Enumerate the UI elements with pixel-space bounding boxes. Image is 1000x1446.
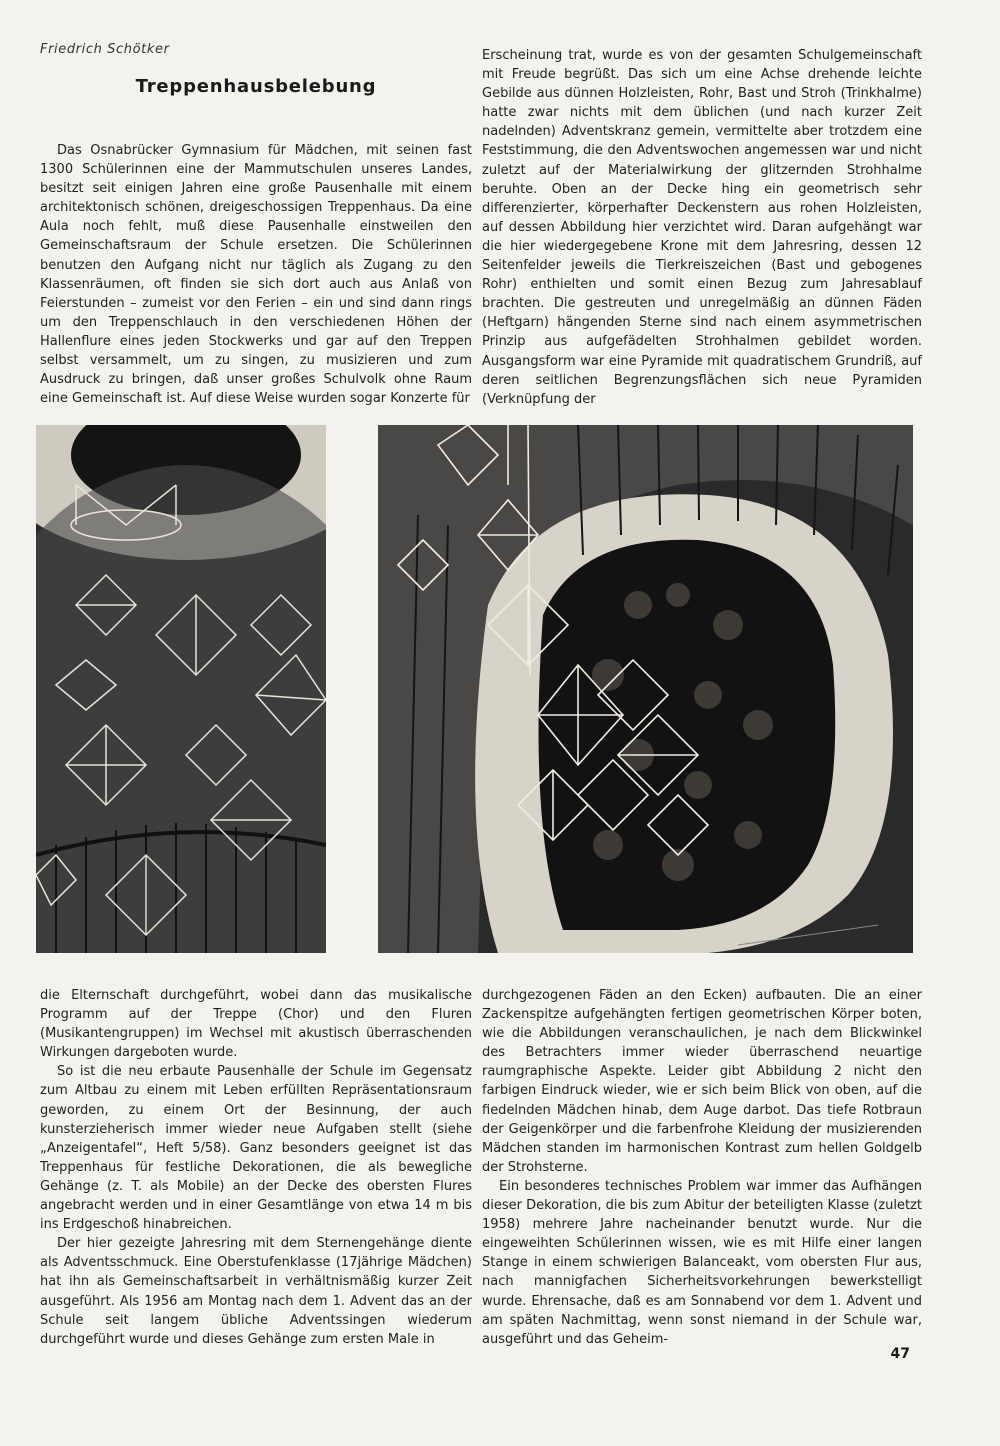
paragraph: So ist die neu erbaute Pausenhalle der Schule im Gegensatz zum Altbau zu einem mit Leben erfüllten Repräsentationsraum geworden, zu einem Ort der Besinnung, der auch kunsterzieherisch immer wieder neue Aufgaben stellt (siehe „Anzeigentafel“, Heft 5/58). Ganz besonders geeignet ist das Treppenhaus für festliche Dekorationen, die als bewegliche Gehänge (z. T. als Mobile) an der Decke des obersten Flures angebracht werden und in einer Gesamtlänge von etwa 14 m bis ins Erdgeschoß hinabreichen. (40, 1064, 472, 1233)
photo-crown-with-stars-image (36, 425, 326, 953)
photo-stairwell-view-from-above (378, 425, 913, 953)
paragraph: Ein besonderes technisches Problem war immer das Aufhängen dieser Dekoration, die bis zum Abitur der beteiligten Klasse (zuletzt 1958) mehrere Jahre nacheinander benutzt wurde. Nur die eingeweihten Schülerinnen wissen, wie es mit Hilfe einer langen Stange in einem schwierigen Balanceakt, vom obersten Flur aus, nach mannigfachen Sicherheitsvorkehrungen bewerkstelligt wurde. Ehrensache, daß es am Sonnabend vor dem 1. Advent und am späten Nachmittag, wenn sonst niemand in der Schule war, ausgeführt und das Geheim- (482, 1178, 922, 1347)
author-name: Friedrich Schötker (40, 42, 170, 57)
photo-crown-with-stars (36, 425, 326, 953)
photo-stairwell-view-from-above-image (378, 425, 913, 953)
paragraph: durchgezogenen Fäden an den Ecken) aufbauten. Die an einer Zackenspitze aufgehängten fertigen geometrischen Körper boten, wie die Abbildungen veranschaulichen, je nach dem Blickwinkel des Betrachters immer wieder überraschend neuartige raumgraphische Aspekte. Leider gibt Abbildung 2 nicht den farbigen Eindruck wieder, wie er sich beim Blick von oben, auf die fiedelnden Mädchen hinab, dem Auge darbot. Das tiefe Rotbraun der Geigenkörper und die farbenfrohe Kleidung der musizierenden Mädchen standen im harmonischen Kontrast zum hellen Goldgelb der Strohsterne. (482, 988, 922, 1175)
column-bottom-right (482, 986, 922, 1349)
column-top-left (40, 141, 472, 408)
paragraph: Das Osnabrücker Gymnasium für Mädchen, mit seinen fast 1300 Schülerinnen eine der Mammutschulen unseres Landes, besitzt seit einigen Jahren eine große Pausenhalle mit einem architektonisch schönen, dreigeschossigen Treppenhaus. Da eine Aula noch fehlt, muß diese Pausenhalle einstweilen den Gemeinschaftsraum der Schule ersetzen. Die Schülerinnen benutzen den Aufgang nicht nur täglich als Zugang zu den Klassenräumen, oft finden sie sich dort auch aus Anlaß von Feierstunden – zumeist vor den Ferien – ein und sind dann rings um den Treppenschlauch in den verschiedenen Höhen der Hallenflure eines jeden Stockwerks und gar auf den Treppen selbst versammelt, um zu singen, zu musizieren und zum Ausdruck zu bringen, daß unser großes Schulvolk ohne Raum eine Gemeinschaft ist. Auf diese Weise wurden sogar Konzerte für (40, 143, 472, 407)
paragraph: Der hier gezeigte Jahresring mit dem Sternengehänge diente als Adventsschmuck. Eine Oberstufenklasse (17jährige Mädchen) hat ihn als Gemeinschaftsarbeit in verhältnismäßig kurzer Zeit ausgeführt. Als 1956 am Montag nach dem 1. Advent das an der Schule seit langem übliche Adventssingen wiederum durchgeführt wurde und dieses Gehänge zum ersten Male in (40, 1236, 472, 1347)
paragraph: die Elternschaft durchgeführt, wobei dann das musikalische Programm auf der Treppe (Chor) und den Fluren (Musikantengruppen) im Wechsel mit akustisch überraschenden Wirkungen dargeboten wurde. (40, 988, 472, 1061)
column-top-right (482, 46, 922, 409)
column-bottom-left (40, 986, 472, 1349)
page-number: 47 (890, 1346, 910, 1362)
article-title: Treppenhausbelebung (135, 76, 377, 97)
paragraph: Erscheinung trat, wurde es von der gesamten Schulgemeinschaft mit Freude begrüßt. Das sich um eine Achse drehende leichte Gebilde aus dünnen Holzleisten, Rohr, Bast und Stroh (Trinkhalme) hatte zwar nichts mit dem üblichen (und nach kurzer Zeit nadelnden) Adventskranz gemein, vermittelte aber trotzdem eine Feststimmung, die den Adventswochen angemessen war und nicht zuletzt auf der Materialwirkung der glitzernden Strohhalme beruhte. Oben an der Decke hing ein geometrisch sehr differenzierter, körperhafter Deckenstern aus rohen Holzleisten, auf dessen Abbildung hier verzichtet wird. Daran aufgehängt war die hier wiedergegebene Krone mit dem Jahresring, dessen 12 Seitenfelder jeweils die Tierkreiszeichen (Bast und gebogenes Rohr) enthielten und somit einen Bezug zum Jahresablauf brachten. Die gestreuten und unregelmäßig an dünnen Fäden (Heftgarn) hängenden Sterne sind nach einem asymmetrischen Prinzip aus aufgefädelten Strohhalmen gebildet worden. Ausgangsform war eine Pyramide mit quadratischem Grundriß, auf deren seitlichen Begrenzungsflächen sich neue Pyramiden (Verknüpfung der (482, 48, 922, 407)
